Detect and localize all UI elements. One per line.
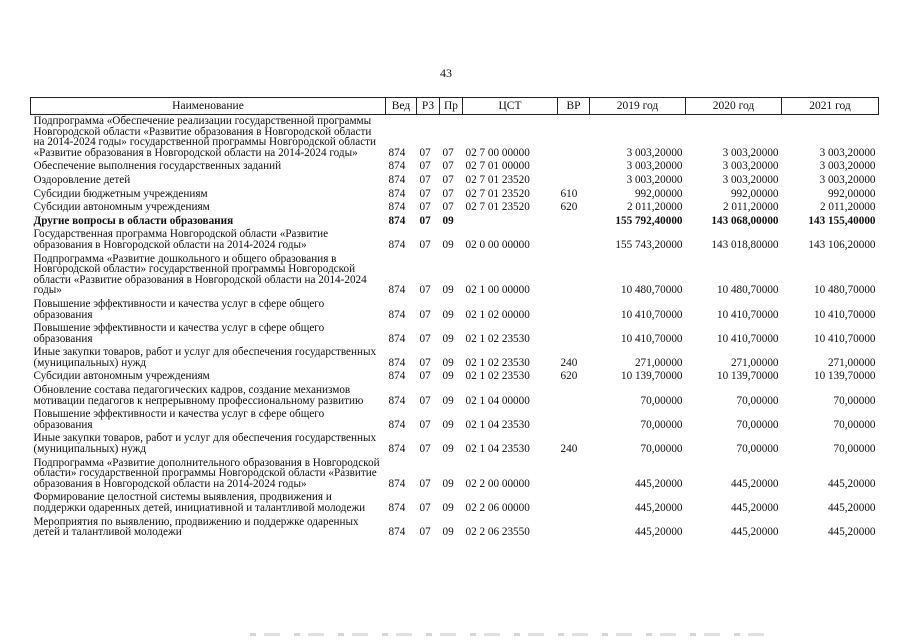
cell-name: Повышение эффективности и качества услуг в сфере общего образования [33, 322, 325, 345]
cell-cst: 02 2 00 00000 [465, 477, 530, 490]
cell-name: Обеспечение выполнения государственных заданий [33, 160, 282, 173]
cell-rz: 07 [419, 214, 431, 227]
cell-2021: 445,20000 [827, 477, 876, 490]
budget-table [30, 97, 879, 540]
cell-pr: 09 [442, 284, 454, 297]
cell-vr [558, 408, 590, 432]
cell-2021: 445,20000 [827, 526, 876, 539]
table-row [31, 370, 879, 384]
cell-rz: 07 [419, 502, 431, 514]
cell-pr: 09 [442, 418, 454, 431]
table-row [31, 384, 879, 408]
cell-name: Подпрограмма «Развитие дополнительного образования в Новгородской области» государственной программы Новгородской области «Развитие образования в Новгородской области на 2014-2024 годы» [33, 456, 380, 490]
cell-cst: 02 1 04 00000 [465, 394, 530, 407]
cell-pr: 09 [442, 214, 454, 227]
cell-vr [558, 228, 590, 252]
cell-2021: 3 003,20000 [819, 173, 876, 186]
cell-2019: 10 410,70000 [620, 332, 683, 345]
cell-2019: 155 792,40000 [615, 214, 683, 227]
cell-ved: 874 [388, 526, 406, 539]
cell-name: Подпрограмма «Обеспечение реализации государственной программы Новгородской области «Развитие образования в Новгородской области на 2014-2024 годы» государственной программы Новгородской области «Развитие образования в Новгородской области на 2014-2024 годы» [33, 115, 377, 159]
cell-2021: 10 410,70000 [813, 308, 876, 321]
cell-cst: 02 1 04 23530 [465, 418, 530, 431]
cell-2020: 10 410,70000 [716, 308, 779, 321]
cell-pr: 09 [442, 308, 454, 321]
cell-2021: 3 003,20000 [819, 160, 876, 173]
cell-cst: 02 7 01 00000 [465, 160, 530, 173]
cell-cst: 02 2 06 00000 [465, 502, 530, 514]
cell-ved: 874 [388, 173, 406, 186]
cell-rz: 07 [419, 173, 431, 186]
cell-ved: 874 [388, 214, 406, 227]
cell-2020: 445,20000 [730, 526, 779, 539]
cell-vr: 240 [560, 443, 578, 456]
table-row [31, 201, 879, 215]
cell-ved: 874 [388, 308, 406, 321]
cell-2019: 70,00000 [640, 443, 683, 456]
cell-name: Мероприятия по выявлению, продвижению и поддержке одаренных детей и талантливой молодежи [33, 515, 359, 539]
cell-pr: 07 [442, 146, 454, 159]
cell-cst: 02 1 02 23530 [465, 356, 530, 369]
cell-name: Субсидии автономным учреждениям [33, 201, 210, 214]
cell-2019: 3 003,20000 [626, 160, 683, 173]
header-cst: ЦСТ [463, 98, 558, 115]
cell-vr [558, 322, 590, 346]
cell-2021: 445,20000 [827, 502, 876, 514]
cell-rz: 07 [419, 356, 431, 369]
cell-pr: 09 [442, 332, 454, 345]
cell-2020: 3 003,20000 [722, 173, 779, 186]
cell-2021: 992,00000 [827, 187, 876, 200]
cell-ved: 874 [388, 160, 406, 173]
cell-2020: 445,20000 [730, 502, 779, 514]
cell-pr: 09 [442, 394, 454, 407]
page-number: 43 [440, 66, 452, 80]
cell-rz: 07 [419, 394, 431, 407]
cell-2019: 155 743,20000 [615, 238, 683, 251]
cell-ved: 874 [388, 284, 406, 297]
header-2019: 2019 год [590, 98, 686, 115]
table-row [31, 516, 879, 540]
table-row [31, 322, 879, 346]
cell-name: Формирование целостной системы выявления, продвижения и поддержки одаренных детей, инициативной и талантливой молодежи [33, 491, 366, 514]
header-ved: Вед [386, 98, 417, 115]
cell-pr: 07 [442, 201, 454, 214]
cell-vr: 620 [560, 201, 578, 214]
cell-ved: 874 [388, 187, 406, 200]
cell-rz: 07 [419, 238, 431, 251]
cell-vr [558, 516, 590, 540]
cell-cst: 02 7 01 23520 [465, 173, 530, 186]
cell-name: Оздоровление детей [33, 173, 131, 186]
header-vr: ВР [558, 98, 590, 115]
cell-rz: 07 [419, 187, 431, 200]
cell-vr [558, 384, 590, 408]
cell-2020: 70,00000 [736, 418, 779, 431]
cell-ved: 874 [388, 201, 406, 214]
cell-rz: 07 [419, 370, 431, 383]
cell-2019: 10 139,70000 [620, 370, 683, 383]
cell-rz: 07 [419, 443, 431, 456]
cell-2021: 3 003,20000 [819, 146, 876, 159]
cell-2019: 445,20000 [634, 477, 683, 490]
cell-ved: 874 [388, 477, 406, 490]
cell-cst: 02 1 00 00000 [465, 284, 530, 297]
cell-2021: 10 480,70000 [813, 284, 876, 297]
cell-2020: 143 018,80000 [711, 238, 779, 251]
cell-cst: 02 7 01 23520 [465, 201, 530, 214]
cell-2019: 3 003,20000 [626, 146, 683, 159]
cell-vr [558, 298, 590, 322]
table-row [31, 174, 879, 188]
table-row [31, 457, 879, 492]
cell-pr: 09 [442, 356, 454, 369]
table-row [31, 228, 879, 252]
cell-pr: 09 [442, 477, 454, 490]
cell-name: Субсидии автономным учреждениям [33, 370, 210, 383]
cell-ved: 874 [388, 394, 406, 407]
cell-ved: 874 [388, 443, 406, 456]
table-row [31, 491, 879, 515]
cell-name: Повышение эффективности и качества услуг в сфере общего образования [33, 408, 325, 431]
cell-2019: 445,20000 [634, 526, 683, 539]
cell-vr [558, 253, 590, 298]
cell-rz: 07 [419, 160, 431, 173]
cell-2019: 3 003,20000 [626, 173, 683, 186]
cell-2019: 10 480,70000 [620, 284, 683, 297]
cell-ved: 874 [388, 418, 406, 431]
cell-ved: 874 [388, 502, 406, 514]
cell-rz: 07 [419, 284, 431, 297]
cell-2020: 10 410,70000 [716, 332, 779, 345]
cell-vr [558, 115, 590, 161]
cell-rz: 07 [419, 332, 431, 345]
cell-2021: 70,00000 [833, 418, 876, 431]
cell-name: Другие вопросы в области образования [33, 214, 234, 227]
cell-rz: 07 [419, 477, 431, 490]
header-rz: РЗ [417, 98, 440, 115]
cell-2021: 70,00000 [833, 394, 876, 407]
cell-2019: 10 410,70000 [620, 308, 683, 321]
header-name: Наименование [31, 98, 386, 115]
table-row [31, 188, 879, 202]
table-body [31, 115, 879, 540]
cell-vr [558, 215, 590, 229]
table-row [31, 160, 879, 174]
cell-pr: 07 [442, 173, 454, 186]
cell-pr: 07 [442, 187, 454, 200]
cell-name: Иные закупки товаров, работ и услуг для обеспечения государственных (муниципальных) нужд [33, 432, 377, 456]
cell-pr: 09 [442, 526, 454, 539]
cell-cst: 02 1 02 23530 [465, 332, 530, 345]
cell-2021: 10 139,70000 [813, 370, 876, 383]
cell-2019: 70,00000 [640, 418, 683, 431]
table-row [31, 253, 879, 298]
cell-name: Подпрограмма «Развитие дошкольного и общего образования в Новгородской области» государственной программы Новгородской области «Развитие образования в Новгородской области на 2014-2024 годы» [33, 252, 367, 297]
cell-cst: 02 7 01 23520 [465, 187, 530, 200]
scan-artifact [250, 633, 770, 636]
cell-2021: 143 155,40000 [808, 214, 876, 227]
cell-2019: 445,20000 [634, 502, 683, 514]
table-row [31, 408, 879, 432]
cell-cst [463, 215, 558, 229]
cell-2021: 2 011,20000 [819, 201, 876, 214]
table-row [31, 215, 879, 229]
cell-rz: 07 [419, 308, 431, 321]
cell-vr [558, 160, 590, 174]
cell-name: Обновление состава педагогических кадров, создание механизмов мотивации педагогов к непрерывному профессиональному развитию [33, 384, 364, 407]
cell-vr: 240 [560, 356, 578, 369]
cell-rz: 07 [419, 201, 431, 214]
cell-rz: 07 [419, 146, 431, 159]
cell-2020: 10 480,70000 [716, 284, 779, 297]
cell-cst: 02 7 00 00000 [465, 146, 530, 159]
cell-ved: 874 [388, 332, 406, 345]
table-header-row [31, 98, 879, 115]
cell-ved: 874 [388, 370, 406, 383]
cell-2020: 3 003,20000 [722, 160, 779, 173]
cell-2019: 2 011,20000 [626, 201, 683, 214]
header-2020: 2020 год [686, 98, 782, 115]
cell-2019: 992,00000 [634, 187, 683, 200]
cell-2019: 271,00000 [634, 356, 683, 369]
cell-2019: 70,00000 [640, 394, 683, 407]
cell-pr: 09 [442, 238, 454, 251]
cell-2021: 10 410,70000 [813, 332, 876, 345]
table-row [31, 115, 879, 161]
cell-cst: 02 1 02 00000 [465, 308, 530, 321]
table-row [31, 298, 879, 322]
cell-ved: 874 [388, 146, 406, 159]
cell-2021: 143 106,20000 [808, 238, 876, 251]
header-pr: Пр [440, 98, 463, 115]
cell-rz: 07 [419, 418, 431, 431]
cell-2021: 271,00000 [827, 356, 876, 369]
cell-name: Повышение эффективности и качества услуг в сфере общего образования [33, 297, 325, 321]
table-row [31, 432, 879, 456]
cell-pr: 07 [442, 160, 454, 173]
cell-name: Иные закупки товаров, работ и услуг для обеспечения государственных (муниципальных) нужд [33, 346, 377, 369]
cell-2020: 143 068,00000 [711, 214, 779, 227]
cell-name: Государственная программа Новгородской области «Развитие образования в Новгородской области на 2014-2024 годы» [33, 228, 329, 251]
table-row [31, 346, 879, 370]
cell-cst: 02 1 02 23530 [465, 370, 530, 383]
cell-vr: 620 [560, 370, 578, 383]
cell-2020: 70,00000 [736, 394, 779, 407]
cell-pr: 09 [442, 502, 454, 514]
cell-pr: 09 [442, 370, 454, 383]
cell-rz: 07 [419, 526, 431, 539]
cell-vr [558, 457, 590, 492]
cell-2020: 3 003,20000 [722, 146, 779, 159]
header-2021: 2021 год [782, 98, 879, 115]
cell-2020: 445,20000 [730, 477, 779, 490]
cell-vr [558, 491, 590, 515]
cell-2020: 2 011,20000 [722, 201, 779, 214]
cell-cst: 02 0 00 00000 [465, 238, 530, 251]
cell-2020: 271,00000 [730, 356, 779, 369]
cell-vr: 610 [560, 187, 578, 200]
cell-2020: 992,00000 [730, 187, 779, 200]
cell-vr [558, 174, 590, 188]
cell-cst: 02 1 04 23530 [465, 443, 530, 456]
cell-name: Субсидии бюджетным учреждениям [33, 187, 208, 200]
cell-2021: 70,00000 [833, 443, 876, 456]
cell-pr: 09 [442, 443, 454, 456]
cell-2020: 70,00000 [736, 443, 779, 456]
cell-ved: 874 [388, 356, 406, 369]
cell-2020: 10 139,70000 [716, 370, 779, 383]
cell-cst: 02 2 06 23550 [465, 526, 530, 539]
cell-ved: 874 [388, 238, 406, 251]
